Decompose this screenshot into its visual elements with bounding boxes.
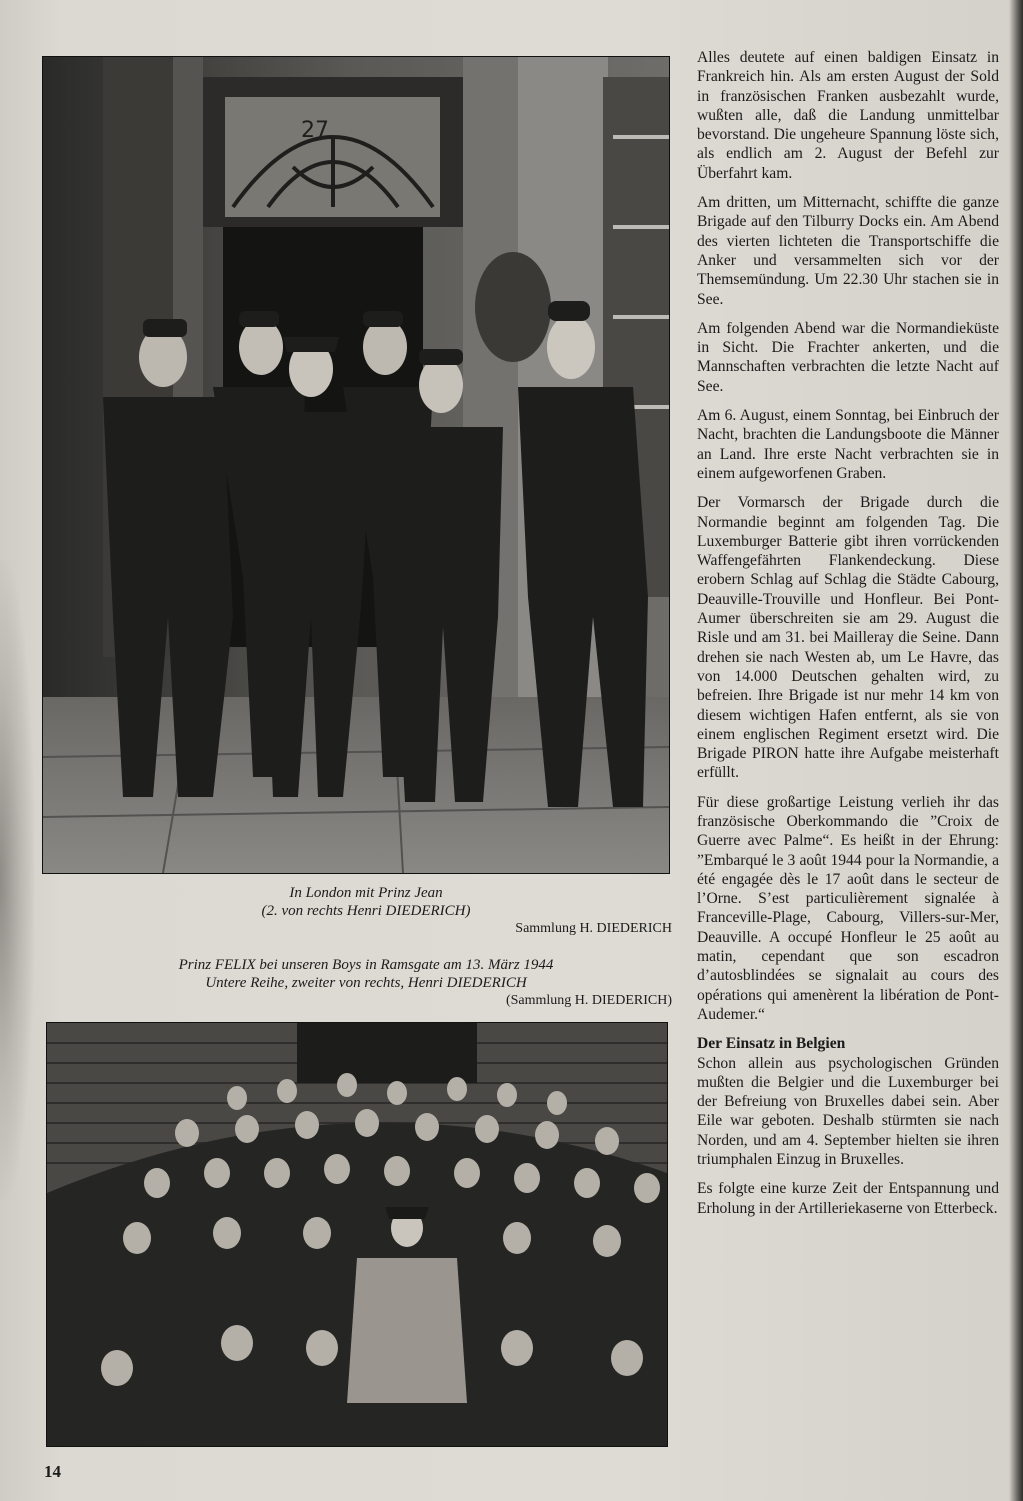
caption-bottom xyxy=(60,956,672,1010)
photo-ramsgate-graphic xyxy=(47,1023,667,1446)
caption-bottom-line1: Prinz FELIX bei unseren Boys in Ramsgate am 13. März 1944 xyxy=(178,957,554,973)
section-heading-belgien: Der Einsatz in Belgien xyxy=(697,1035,846,1053)
article-paragraph-1: Alles deutete auf einen baldigen Einsatz in Frankreich hin. Als am ersten August der Sold in französischen Franken ausbezahlt wurde, wußten alle, daß die Landung unmittelbar bevorstand. Die ungeheure Spannung löste sich, als endlich am 2. August der Befehl zur Überfahrt kam. xyxy=(697,49,999,182)
article-paragraph-2: Am dritten, um Mitternacht, schiffte die ganze Brigade auf den Tilburry Docks ein. Am Abend des vierten lichteten die Transportschiffe die Anker und versammelten sich vor der Themsemündung. Um 22.30 Uhr stachen sie in See. xyxy=(697,194,999,308)
article-paragraph-8: Es folgte eine kurze Zeit der Entspannung und Erholung in der Artilleriekaserne von Etterbeck. xyxy=(697,1180,999,1217)
photo-ramsgate-group xyxy=(46,1022,668,1447)
caption-bottom-line2: Untere Reihe, zweiter von rechts, Henri DIEDERICH xyxy=(205,975,527,991)
binding-edge xyxy=(1009,0,1023,1501)
article-paragraph-4: Am 6. August, einem Sonntag, bei Einbruch der Nacht, brachten die Landungsboote die Männer an Land. Ihre erste Nacht verbrachten sie in einem aufgeworfenen Graben. xyxy=(697,407,999,482)
article-paragraph-3: Am folgenden Abend war die Normandieküste in Sicht. Die Frachter ankerten, und die Mannschaften verbrachten die letzte Nacht auf See. xyxy=(697,319,999,395)
article-paragraph-5: Der Vormarsch der Brigade durch die Normandie beginnt am folgenden Tag. Die Luxemburger Batterie gibt ihren vorrückenden Waffengefährten Flankendeckung. Diese erobern Schlag auf Schlag die Städte Cabourg, Deauville-Trouville und Honfleur. Bei Pont-Aumer überschreiten sie am 29. August die Risle und am 31. bei Mailleray die Seine. Dann drehen sie nach Westen ab, um Le Havre, das von 14.000 Deutschen gehalten wird, zu befreien. Ihre Brigade ist nur mehr 14 km von diesem wichtigen Hafen entfernt, als sie von einem englischen Regiment ersetzt wird. Die Brigade PIRON hatte ihre Aufgabe meisterhaft erfüllt. xyxy=(697,494,999,782)
photo-london-prince-jean xyxy=(42,56,670,874)
page-number: 14 xyxy=(44,1462,61,1481)
photo-london-graphic xyxy=(43,57,669,873)
door-number: 27 xyxy=(301,118,329,143)
page-curl-shadow xyxy=(0,560,34,1200)
article-paragraph-6: Für diese großartige Leistung verlieh ihr das französische Oberkommando die ”Croix de Guerre avec Palme“. Es heißt in der Ehrung: ”Embarqué le 3 août 1944 pour la Normandie, a été engagée dès le 17 août dans le secteur de l’Orne. S’est particulièrement signalée à Franceville-Plage, Cabourg, Villers-sur-Mer, Deauville. A occupé Honfleur le 25 août au matin, cependant que son escadron d’autosblindées se signalait au cours des opérations qui amenèrent la libération de Pont-Audemer.“ xyxy=(697,793,999,1023)
article-column xyxy=(697,48,999,1228)
caption-top xyxy=(60,884,672,938)
article-paragraph-7: Schon allein aus psychologischen Gründen mußten die Belgier und die Luxemburger bei der Befreiung von Bruxelles dabei sein. Aber Eile war geboten. Deshalb stürmten sie nach Norden, und am 4. September hielten sie ihren triumphalen Einzug in Bruxelles. xyxy=(697,1054,999,1169)
caption-top-credit: Sammlung H. DIEDERICH xyxy=(515,921,672,936)
caption-bottom-credit: (Sammlung H. DIEDERICH) xyxy=(505,993,672,1008)
caption-top-line1: In London mit Prinz Jean xyxy=(289,885,443,901)
caption-top-line2: (2. von rechts Henri DIEDERICH) xyxy=(261,903,471,919)
